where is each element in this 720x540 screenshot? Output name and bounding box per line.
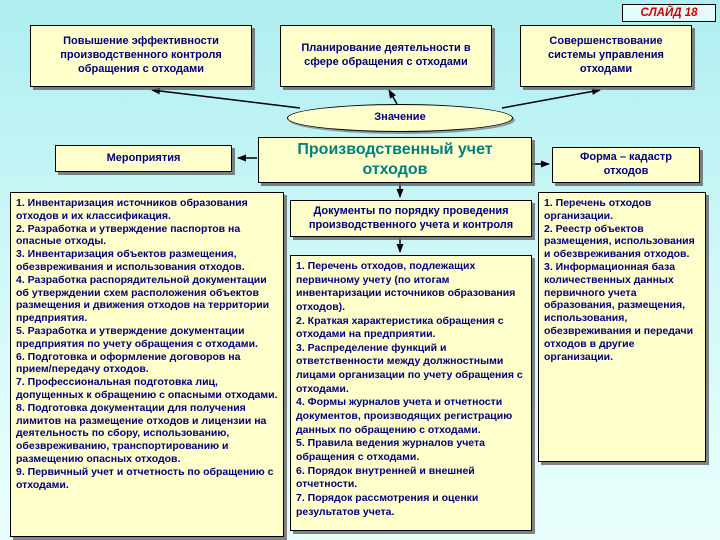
list-item: 1. Перечень отходов, подлежащих первичному учету (по итогам инвентаризации источников образования отходов). <box>296 260 516 313</box>
activities-header-label: Мероприятия <box>106 151 181 164</box>
slide-number-badge: СЛАЙД 18 <box>622 4 716 22</box>
documents-list <box>290 255 532 531</box>
goal-box-efficiency-label: Повышение эффективности производственного контроля обращения с отходами <box>60 35 222 75</box>
arrow-ellipse-to-goal1 <box>152 90 300 108</box>
list-item: 3. Информационная база количественных данных первичного учета образования, размещения, использования, обезвреживания и передачи отходов в другие организации. <box>544 260 694 363</box>
documents-header-box <box>290 200 532 237</box>
list-item: 9. Первичный учет и отчетность по обращению с отходами. <box>16 465 274 491</box>
goal-box-management <box>520 25 692 87</box>
significance-label: Значение <box>374 111 426 124</box>
list-item: 6. Порядок внутренней и внешней отчетности. <box>296 464 475 491</box>
list-item: 1. Перечень отходов организации. <box>544 197 652 222</box>
goal-box-planning <box>280 25 492 87</box>
list-item: 3. Инвентаризация объектов размещения, обезвреживания и использования отходов. <box>16 248 245 273</box>
list-item: 5. Правила ведения журналов учета обращения с отходами. <box>296 437 485 463</box>
list-item: 7. Порядок рассмотрения и оценки результатов учета. <box>296 491 479 518</box>
central-title: Производственный учет отходов <box>297 141 493 178</box>
activities-header-box <box>55 145 232 172</box>
central-title-box <box>258 137 532 183</box>
list-item: 6. Подготовка и оформление договоров на прием/передачу отходов. <box>16 350 241 376</box>
list-item: 2. Реестр объектов размещения, использования и обезвреживания отходов. <box>544 222 695 261</box>
list-item: 4. Формы журналов учета и отчетности документов, производящих регистрацию данных по обращению с отходами. <box>296 396 513 436</box>
cadastre-header-label: Форма – кадастр отходов <box>580 151 672 177</box>
list-item: 1. Инвентаризация источников образования отходов и их классификация. <box>16 197 248 222</box>
significance-ellipse <box>287 104 513 132</box>
list-item: 2. Разработка и утверждение паспортов на опасные отходы. <box>16 222 241 248</box>
list-item: 2. Краткая характеристика обращения с отходами на предприятии. <box>296 314 504 341</box>
goal-box-planning-label: Планирование деятельности в сфере обращения с отходами <box>301 42 471 68</box>
list-item: 7. Профессиональная подготовка лиц, допущенных к обращению с опасными отходами. <box>16 376 278 401</box>
goal-box-efficiency <box>30 25 252 87</box>
goal-box-management-label: Совершенствование системы управления отходами <box>548 35 664 75</box>
documents-header-label: Документы по порядку проведения производственного учета и контроля <box>308 204 514 231</box>
list-item: 5. Разработка и утверждение документации предприятия по учету обращения с отходами. <box>16 324 258 350</box>
activities-list <box>10 192 284 537</box>
cadastre-list <box>538 192 706 462</box>
cadastre-header-box <box>552 147 700 183</box>
list-item: 4. Разработка распорядительной документации об утверждении схем расположения объектов размещения и движения отходов на территории предприятия. <box>16 273 270 325</box>
list-item: 8. Подготовка документации для получения лимитов на размещение отходов и лицензии на деятельность по сбору, использованию, обезвреживанию, транспортированию и размещению опасных отходов. <box>16 401 267 465</box>
arrow-ellipse-to-goal3 <box>502 90 600 108</box>
arrow-ellipse-to-goal2 <box>389 90 397 104</box>
list-item: 3. Распределение функций и ответственности между должностными лицами организации по учету обращения с отходами. <box>296 341 523 395</box>
